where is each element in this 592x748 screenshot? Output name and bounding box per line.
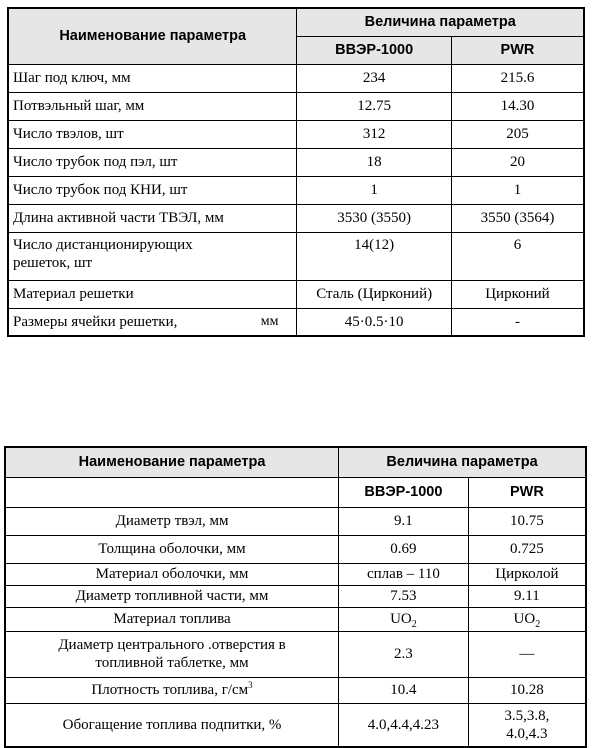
value-vver: 10.4 xyxy=(339,677,469,703)
param-name-line1: Диаметр центрального .отверстия в xyxy=(58,637,286,653)
value-vver: 45·0.5·10 xyxy=(297,308,451,336)
header-empty-cell xyxy=(5,477,339,507)
param-name: Число твэлов, шт xyxy=(8,120,297,148)
param-unit: мм xyxy=(260,313,279,329)
value-pwr: Цирконий xyxy=(451,280,584,308)
value-vver: 4.0,4.4,4.23 xyxy=(339,703,469,747)
value-vver: 18 xyxy=(297,148,451,176)
value-pwr: 14.30 xyxy=(451,92,584,120)
param-name xyxy=(8,308,297,336)
value-vver: 1 xyxy=(297,176,451,204)
table-row xyxy=(8,232,584,280)
header-col-pwr: PWR xyxy=(451,36,584,64)
value-pwr: 0.725 xyxy=(468,535,586,563)
table-row xyxy=(5,507,586,535)
value-pwr: 10.75 xyxy=(468,507,586,535)
param-name: Материал оболочки, мм xyxy=(5,563,339,585)
param-name: Число трубок под КНИ, шт xyxy=(8,176,297,204)
formula-subscript: 2 xyxy=(411,619,417,630)
table-row xyxy=(5,607,586,631)
value-pwr-line2: 4.0,4.3 xyxy=(506,725,548,742)
value-vver: 14(12) xyxy=(297,232,451,280)
value-vver: Сталь (Цирконий) xyxy=(297,280,451,308)
value-pwr: 3550 (3564) xyxy=(451,204,584,232)
param-name: Число трубок под пэл, шт xyxy=(8,148,297,176)
param-name-line2: решеток, шт xyxy=(13,254,93,271)
table-row xyxy=(8,92,584,120)
param-name: Потвэльный шаг, мм xyxy=(8,92,297,120)
value-pwr: - xyxy=(451,308,584,336)
formula-base: UO xyxy=(390,611,412,627)
fuel-rod-table xyxy=(4,446,587,748)
value-vver: 2.3 xyxy=(339,631,469,677)
value-pwr: 6 xyxy=(451,232,584,280)
param-name: Материал топлива xyxy=(5,607,339,631)
header-col-pwr: PWR xyxy=(468,477,586,507)
value-vver: 312 xyxy=(297,120,451,148)
value-pwr: 215.6 xyxy=(451,64,584,92)
value-pwr: 10.28 xyxy=(468,677,586,703)
param-name: Диаметр топливной части, мм xyxy=(5,585,339,607)
unit-superscript: 3 xyxy=(248,680,253,690)
value-pwr: 9.11 xyxy=(468,585,586,607)
value-vver: 234 xyxy=(297,64,451,92)
value-vver: 9.1 xyxy=(339,507,469,535)
header-param-value: Величина параметра xyxy=(297,8,584,36)
value-pwr: Цирколой xyxy=(468,563,586,585)
formula-subscript: 2 xyxy=(535,619,541,630)
table-row xyxy=(8,120,584,148)
value-vver: 12.75 xyxy=(297,92,451,120)
param-name-line2: топливной таблетке, мм xyxy=(95,655,249,671)
param-name-line1: Число дистанционирующих xyxy=(13,236,193,253)
value-vver: 0.69 xyxy=(339,535,469,563)
param-name xyxy=(5,631,339,677)
table-row xyxy=(5,535,586,563)
value-pwr: 20 xyxy=(451,148,584,176)
value-pwr xyxy=(468,703,586,747)
param-name: Материал решетки xyxy=(8,280,297,308)
header-param-name: Наименование параметра xyxy=(5,447,339,477)
fuel-assembly-table xyxy=(7,7,585,337)
param-name xyxy=(5,677,339,703)
header-param-name: Наименование параметра xyxy=(8,8,297,64)
value-vver: сплав – 110 xyxy=(339,563,469,585)
value-pwr xyxy=(468,607,586,631)
param-name-text: Плотность топлива, г/см xyxy=(91,682,249,698)
table-row xyxy=(8,64,584,92)
header-col-vver: ВВЭР-1000 xyxy=(339,477,469,507)
table-row xyxy=(5,631,586,677)
value-pwr: — xyxy=(468,631,586,677)
param-name: Диаметр твэл, мм xyxy=(5,507,339,535)
table-row xyxy=(8,176,584,204)
table-row xyxy=(8,308,584,336)
table-row xyxy=(8,148,584,176)
table-row xyxy=(8,204,584,232)
value-pwr: 205 xyxy=(451,120,584,148)
table-row xyxy=(5,585,586,607)
table-row xyxy=(5,677,586,703)
table-row xyxy=(8,280,584,308)
table-row xyxy=(5,703,586,747)
value-vver: 7.53 xyxy=(339,585,469,607)
param-name: Шаг под ключ, мм xyxy=(8,64,297,92)
param-name-text: Размеры ячейки решетки, xyxy=(13,313,178,330)
value-pwr: 1 xyxy=(451,176,584,204)
formula-base: UO xyxy=(513,611,536,627)
header-param-value: Величина параметра xyxy=(339,447,586,477)
table-row xyxy=(5,563,586,585)
param-name xyxy=(8,232,297,280)
param-name: Толщина оболочки, мм xyxy=(5,535,339,563)
value-vver xyxy=(339,607,469,631)
param-name: Обогащение топлива подпитки, % xyxy=(5,703,339,747)
value-pwr-line1: 3.5,3.8, xyxy=(504,707,550,724)
header-col-vver: ВВЭР-1000 xyxy=(297,36,451,64)
param-name: Длина активной части ТВЭЛ, мм xyxy=(8,204,297,232)
value-vver: 3530 (3550) xyxy=(297,204,451,232)
